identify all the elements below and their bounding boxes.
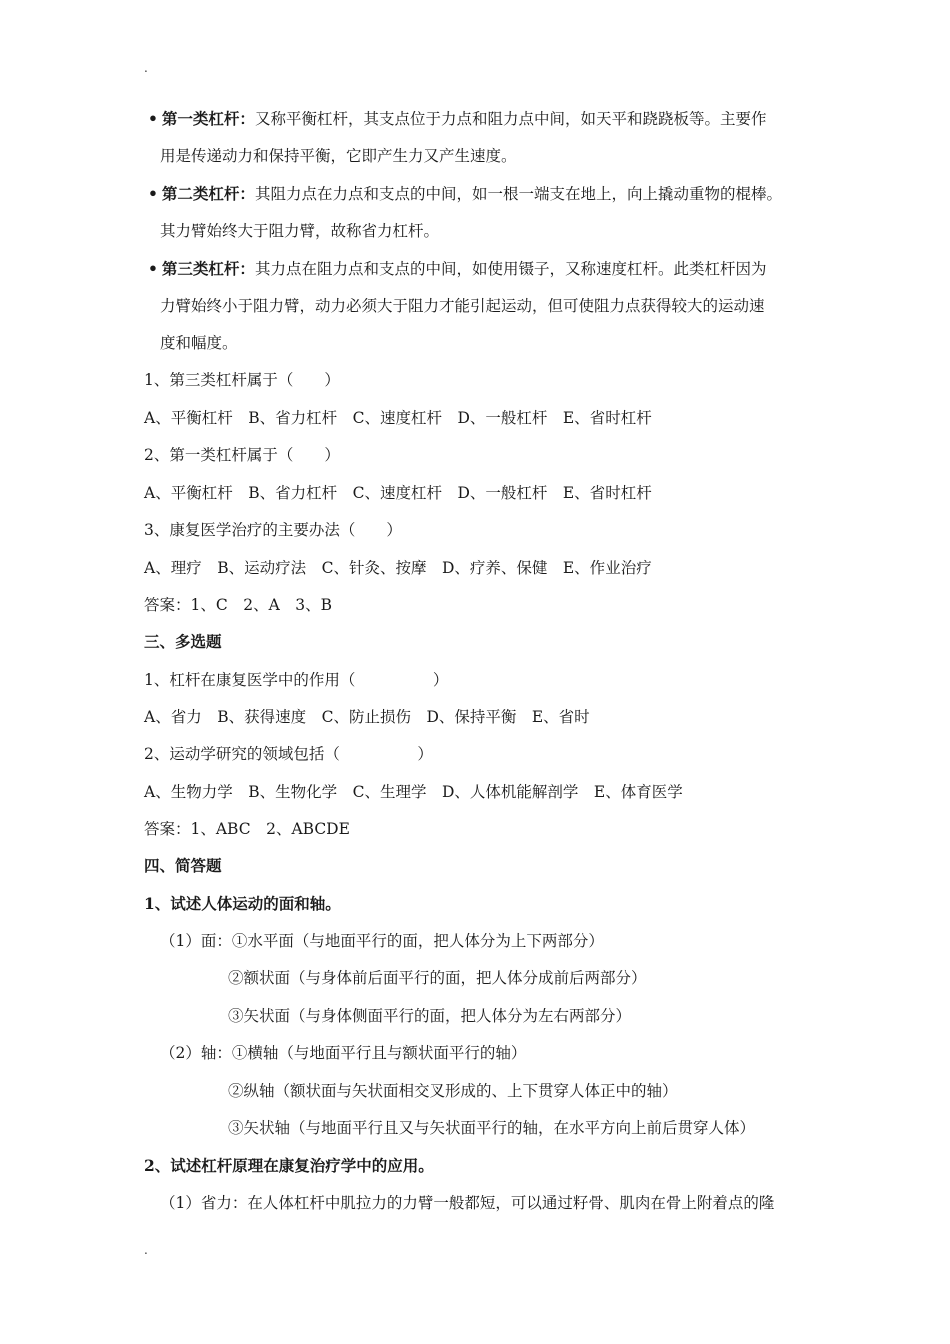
single-q1: 1、第三类杠杆属于（ ）	[144, 371, 340, 389]
short-q1: 1、试述人体运动的面和轴。	[144, 894, 341, 913]
short-q1-plane-1: （1）面：①水平面（与地面平行的面，把人体分为上下两部分）	[160, 932, 604, 950]
short-q1-axis-1: （2）轴：①横轴（与地面平行且与额状面平行的轴）	[160, 1044, 527, 1062]
short-q1-axis-2: ②纵轴（额状面与矢状面相交叉形成的、上下贯穿人体正中的轴）	[228, 1082, 678, 1100]
single-q3: 3、康复医学治疗的主要办法（ ）	[144, 521, 402, 539]
multiple-q1-options: A、省力 B、获得速度 C、防止损伤 D、保持平衡 E、省时	[144, 708, 590, 726]
single-q2-options: A、平衡杠杆 B、省力杠杆 C、速度杠杆 D、一般杠杆 E、省时杠杆	[144, 484, 652, 502]
bullet-marker: •	[148, 184, 158, 203]
single-q2: 2、第一类杠杆属于（ ）	[144, 446, 340, 464]
lever-type3-line2: 力臂始终小于阻力臂，动力必须大于阻力才能引起运动，但可使阻力点获得较大的运动速	[160, 297, 765, 315]
short-q2: 2、试述杠杆原理在康复治疗学中的应用。	[144, 1156, 434, 1175]
page-dot-bottom: .	[144, 1243, 148, 1257]
lever-type1-line2: 用是传递动力和保持平衡，它即产生力又产生速度。	[160, 147, 517, 165]
section-short-heading: 四、简答题	[144, 856, 222, 875]
lever-type1-line1	[148, 108, 766, 130]
lever-type1-text1: 又称平衡杠杆，其支点位于力点和阻力点中间，如天平和跷跷板等。主要作	[254, 110, 767, 128]
lever-type2-line2: 其力臂始终大于阻力臂，故称省力杠杆。	[160, 222, 440, 240]
lever-type3-text1: 其力点在阻力点和支点的中间，如使用镊子，又称速度杠杆。此类杠杆因为	[254, 260, 767, 278]
page-dot-top: .	[144, 61, 148, 75]
short-q1-plane-2: ②额状面（与身体前后面平行的面，把人体分成前后两部分）	[228, 969, 647, 987]
lever-type2-term: 第二类杠杆：	[161, 184, 255, 203]
multiple-q2: 2、运动学研究的领域包括（ ）	[144, 745, 433, 763]
multiple-answer: 答案：1、ABC 2、ABCDE	[144, 820, 350, 838]
lever-type1-term: 第一类杠杆：	[161, 109, 255, 128]
single-q1-options: A、平衡杠杆 B、省力杠杆 C、速度杠杆 D、一般杠杆 E、省时杠杆	[144, 409, 652, 427]
bullet-marker: •	[148, 109, 158, 128]
lever-type3-term: 第三类杠杆：	[161, 259, 255, 278]
section-multiple-heading: 三、多选题	[144, 632, 222, 651]
short-q2-line1: （1）省力：在人体杠杆中肌拉力的力臂一般都短，可以通过籽骨、肌肉在骨上附着点的隆	[160, 1194, 775, 1212]
lever-type2-line1	[148, 183, 782, 205]
lever-type2-text1: 其阻力点在力点和支点的中间，如一根一端支在地上，向上撬动重物的棍棒。	[254, 185, 782, 203]
multiple-q2-options: A、生物力学 B、生物化学 C、生理学 D、人体机能解剖学 E、体育医学	[144, 783, 683, 801]
short-q1-plane-3: ③矢状面（与身体侧面平行的面，把人体分为左右两部分）	[228, 1007, 632, 1025]
bullet-marker: •	[148, 259, 158, 278]
single-q3-options: A、理疗 B、运动疗法 C、针灸、按摩 D、疗养、保健 E、作业治疗	[144, 559, 652, 577]
multiple-q1: 1、杠杆在康复医学中的作用（ ）	[144, 671, 449, 689]
short-q1-axis-3: ③矢状轴（与地面平行且又与矢状面平行的轴，在水平方向上前后贯穿人体）	[228, 1119, 756, 1137]
lever-type3-line1	[148, 258, 766, 280]
single-answer: 答案：1、C 2、A 3、B	[144, 596, 333, 614]
lever-type3-line3: 度和幅度。	[160, 334, 238, 352]
